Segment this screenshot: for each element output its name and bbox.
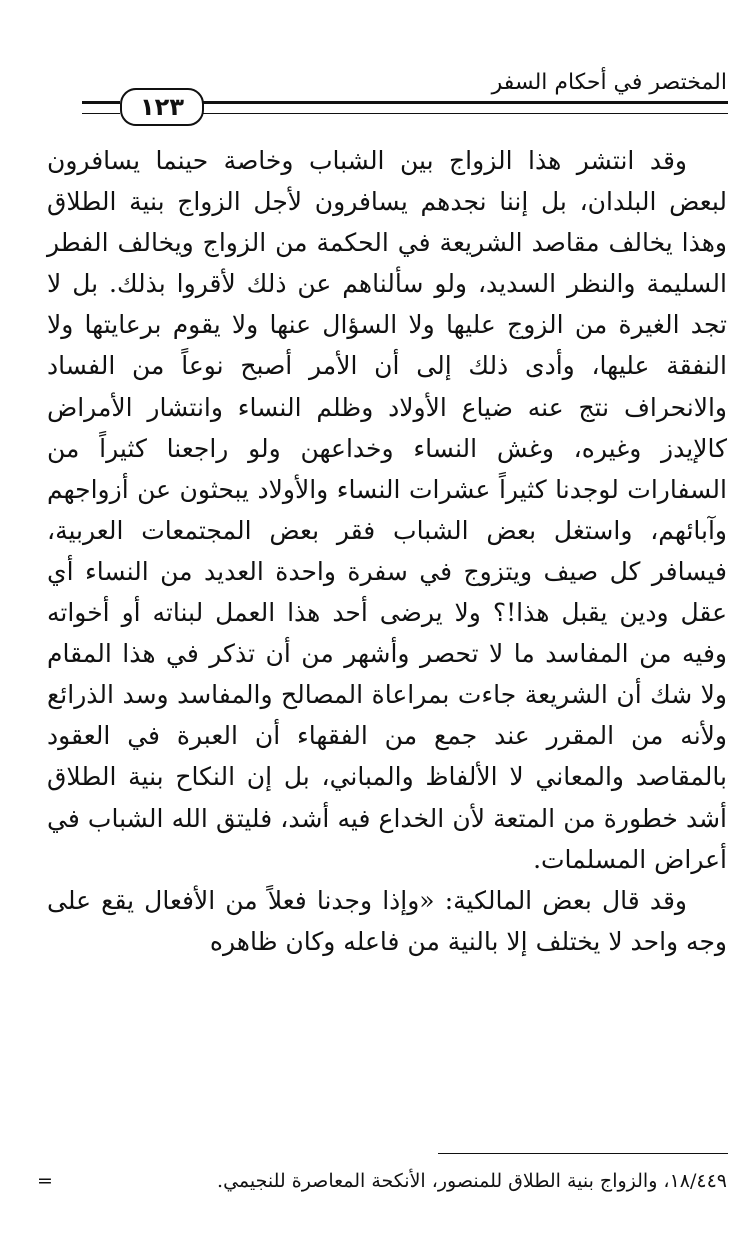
header-rule-left	[82, 101, 120, 114]
footnote-text: ١٨/٤٤٩، والزواج بنية الطلاق للمنصور، الأنكحة المعاصرة للنجيمي.	[217, 1170, 727, 1192]
paragraph-2: وقد قال بعض المالكية: «وإذا وجدنا فعلاً من الأفعال يقع على وجه واحد لا يختلف إلا بالنية من فاعله وكان ظاهره	[47, 885, 727, 956]
footnote	[37, 1166, 727, 1196]
header-rule-right	[200, 101, 728, 114]
footnote-separator	[438, 1153, 728, 1154]
page-number: ١٢٣	[120, 88, 204, 126]
paragraph-1: وقد انتشر هذا الزواج بين الشباب وخاصة حينما يسافرون لبعض البلدان، بل إننا نجدهم يسافرون لأجل الزواج بنية الطلاق وهذا يخالف مقاصد الشريعة في الحكمة من الزواج ويخالف الفطر السليمة والنظر السديد، ولو سألناهم عن ذلك لأقروا بذلك. بل لا تجد الغيرة من الزوج عليها ولا السؤال عنها ولا يقوم برعايتها ولا النفقة عليها، وأدى ذلك إلى أن الأمر أصبح نوعاً من الفساد والانحراف نتج عنه ضياع الأولاد وظلم النساء وانتشار الأمراض كالإيدز وغيره، وغش النساء وخداعهن ولو راجعنا كثيراً من السفارات لوجدنا كثيراً عشرات النساء والأولاد يبحثون عن أزواجهم وآبائهم، واستغل بعض الشباب فقر بعض المجتمعات العربية، فيسافر كل صيف ويتزوج في سفرة واحدة العديد من النساء أي عقل ودين يقبل هذا!؟ ولا يرضى أحد هذا العمل لبناته أو أخواته وفيه من المفاسد ما لا تحصر وأشهر من أن تذكر في هذا المقام ولا شك أن الشريعة جاءت بمراعاة المصالح والمفاسد وسد الذرائع ولأنه من المقرر عند جمع من الفقهاء أن العبرة في العقود بالمقاصد والمعاني لا الألفاظ والمباني، بل إن النكاح بنية الطلاق أشد خطورة من المتعة لأن الخداع فيه أشد، فليتق الله الشباب في أعراض المسلمات.	[47, 146, 727, 874]
body-text	[47, 140, 727, 962]
footnote-continuation-marker: =	[37, 1170, 53, 1192]
running-title: المختصر في أحكام السفر	[491, 70, 727, 95]
